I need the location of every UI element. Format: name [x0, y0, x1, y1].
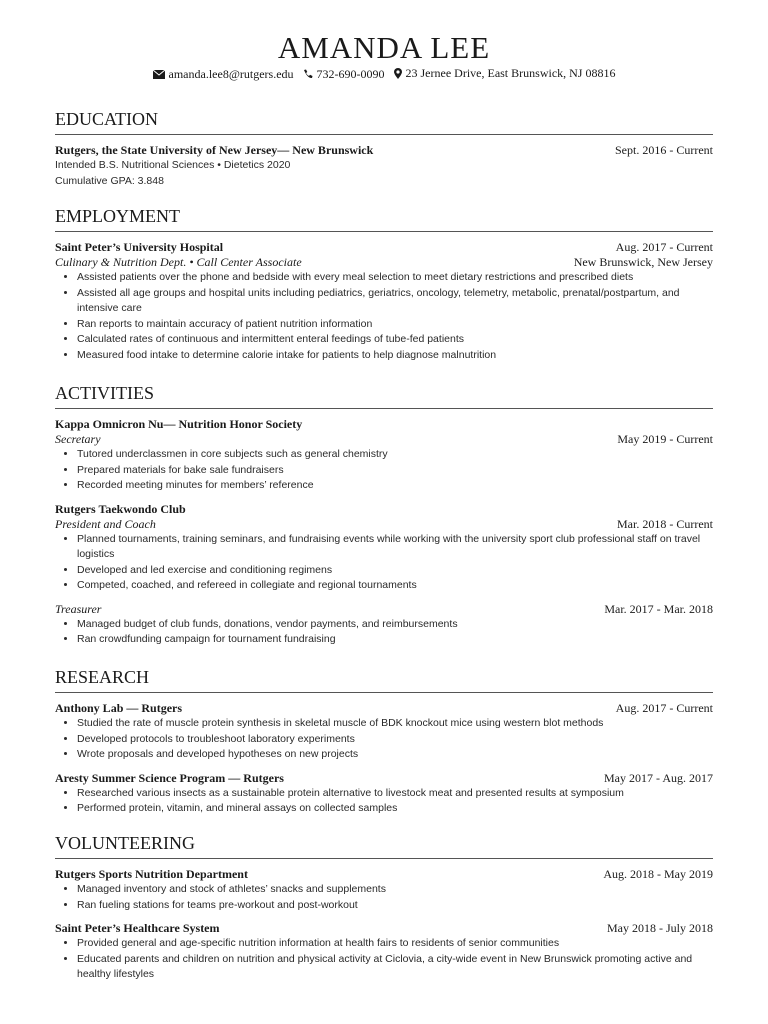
list-item: • Assisted all age groups and hospital units including pediatrics, geriatrics, oncology, telemetry, metabolic, prenatal/postpartum, and intensive care — [77, 286, 713, 317]
volunteer-dates: Aug. 2018 - May 2019 — [603, 867, 713, 881]
employment-section — [55, 205, 713, 363]
candidate-name: AMANDA LEE — [277, 30, 491, 65]
contact-line — [55, 66, 713, 83]
kappa-bullets — [55, 447, 713, 494]
employer-name: Saint Peter’s University Hospital — [55, 240, 224, 254]
degree-text: Intended B.S. Nutritional Sciences • Dietetics 2020 — [55, 159, 291, 171]
map-marker-icon — [394, 68, 402, 79]
address-contact — [394, 66, 616, 81]
phone-icon — [303, 69, 313, 79]
gpa-text: Cumulative GPA: 3.848 — [55, 174, 164, 187]
volunteer-org: Saint Peter’s Healthcare System — [55, 921, 220, 935]
job-location: New Brunswick, New Jersey — [573, 255, 713, 269]
list-item: • Managed budget of club funds, donations, vendor payments, and reimbursements — [77, 617, 713, 633]
sports-bullets — [55, 882, 713, 913]
list-item: • Educated parents and children on nutrition and physical activity at Ciclovia, a city-wide event in New Brunswick promoting active and healthy lifestyles — [77, 952, 713, 983]
phone-contact — [303, 67, 385, 82]
list-item: • Tutored underclassmen in core subjects such as general chemistry — [77, 447, 713, 463]
email-text: amanda.lee8@rutgers.edu — [168, 67, 294, 81]
employment-bullets — [55, 270, 713, 363]
taekwondo-bullets — [55, 532, 713, 594]
activity-dates: May 2019 - Current — [617, 432, 713, 446]
list-item: • Ran fueling stations for teams pre-workout and post-workout — [77, 898, 713, 914]
activity-org: Kappa Omnicron Nu— Nutrition Honor Society — [55, 417, 303, 431]
healthcare-bullets — [55, 936, 713, 983]
section-title: RESEARCH — [55, 666, 713, 693]
healthcare-entry — [55, 921, 713, 983]
list-item: • Recorded meeting minutes for members’ reference — [77, 478, 713, 494]
section-title: VOLUNTEERING — [55, 832, 713, 859]
taekwondo-entry — [55, 502, 713, 648]
employment-entry — [55, 240, 713, 363]
activity-role: Treasurer — [55, 601, 102, 616]
activity-dates: Mar. 2018 - Current — [617, 516, 713, 531]
treasurer-bullets — [55, 617, 713, 648]
education-dates: Sept. 2016 - Current — [615, 143, 713, 157]
activities-section — [55, 382, 713, 648]
research-dates: Aug. 2017 - Current — [615, 701, 713, 715]
list-item: • Ran reports to maintain accuracy of patient nutrition information — [77, 317, 713, 333]
anthony-bullets — [55, 716, 713, 763]
aresty-bullets — [55, 786, 713, 817]
job-role: Culinary & Nutrition Dept. • Call Center Associate — [55, 255, 302, 269]
list-item: • Studied the rate of muscle protein synthesis in skeletal muscle of BDK knockout mice using western blot methods — [77, 716, 713, 732]
section-title: EDUCATION — [55, 108, 713, 135]
list-item: • Measured food intake to determine calorie intake for patients to help diagnose malnutrition — [77, 348, 713, 364]
address-text: 23 Jernee Drive, East Brunswick, NJ 08816 — [405, 66, 616, 80]
research-section — [55, 666, 713, 817]
volunteering-section — [55, 832, 713, 983]
volunteer-dates: May 2018 - July 2018 — [607, 921, 713, 935]
list-item: • Performed protein, vitamin, and mineral assays on collected samples — [77, 801, 713, 817]
employment-dates: Aug. 2017 - Current — [615, 240, 713, 254]
list-item: • Assisted patients over the phone and bedside with every meal selection to meet dietary restrictions and prescribed diets — [77, 270, 713, 286]
list-item: • Researched various insects as a sustainable protein alternative to livestock meat and presented results at symposium — [77, 786, 713, 802]
list-item: • Competed, coached, and refereed in collegiate and regional tournaments — [77, 578, 713, 594]
list-item: • Developed protocols to troubleshoot laboratory experiments — [77, 732, 713, 748]
envelope-icon — [153, 70, 165, 79]
education-entry — [55, 143, 713, 189]
email-contact — [153, 67, 294, 82]
list-item: • Wrote proposals and developed hypotheses on new projects — [77, 747, 713, 763]
list-item: • Planned tournaments, training seminars, and fundraising events while working with the university sport club professional staff on travel logistics — [77, 532, 713, 563]
list-item: • Calculated rates of continuous and intermittent enteral feedings of tube-fed patients — [77, 332, 713, 348]
list-item: • Managed inventory and stock of athletes’ snacks and supplements — [77, 882, 713, 898]
list-item: • Developed and led exercise and conditioning regimens — [77, 563, 713, 579]
activity-role: President and Coach — [55, 516, 156, 531]
aresty-entry — [55, 771, 713, 817]
activity-role: Secretary — [55, 432, 101, 446]
list-item: • Ran crowdfunding campaign for tournament fundraising — [77, 632, 713, 648]
activity-dates: Mar. 2017 - Mar. 2018 — [604, 601, 713, 616]
research-dates: May 2017 - Aug. 2017 — [604, 770, 713, 785]
research-org: Aresty Summer Science Program — Rutgers — [55, 770, 284, 785]
list-item: • Prepared materials for bake sale fundraisers — [77, 463, 713, 479]
phone-text: 732-690-0090 — [316, 66, 385, 81]
section-title: EMPLOYMENT — [55, 205, 713, 232]
sports-entry — [55, 867, 713, 913]
anthony-entry — [55, 701, 713, 763]
section-title: ACTIVITIES — [55, 382, 713, 409]
volunteer-org: Rutgers Sports Nutrition Department — [55, 867, 248, 881]
research-org: Anthony Lab — Rutgers — [55, 701, 183, 715]
list-item: • Provided general and age-specific nutrition information at health fairs to residents of senior communities — [77, 936, 713, 952]
school-name: Rutgers, the State University of New Jersey— New Brunswick — [55, 143, 374, 157]
education-section — [55, 108, 713, 189]
activity-org: Rutgers Taekwondo Club — [55, 501, 186, 516]
kappa-entry — [55, 417, 713, 494]
